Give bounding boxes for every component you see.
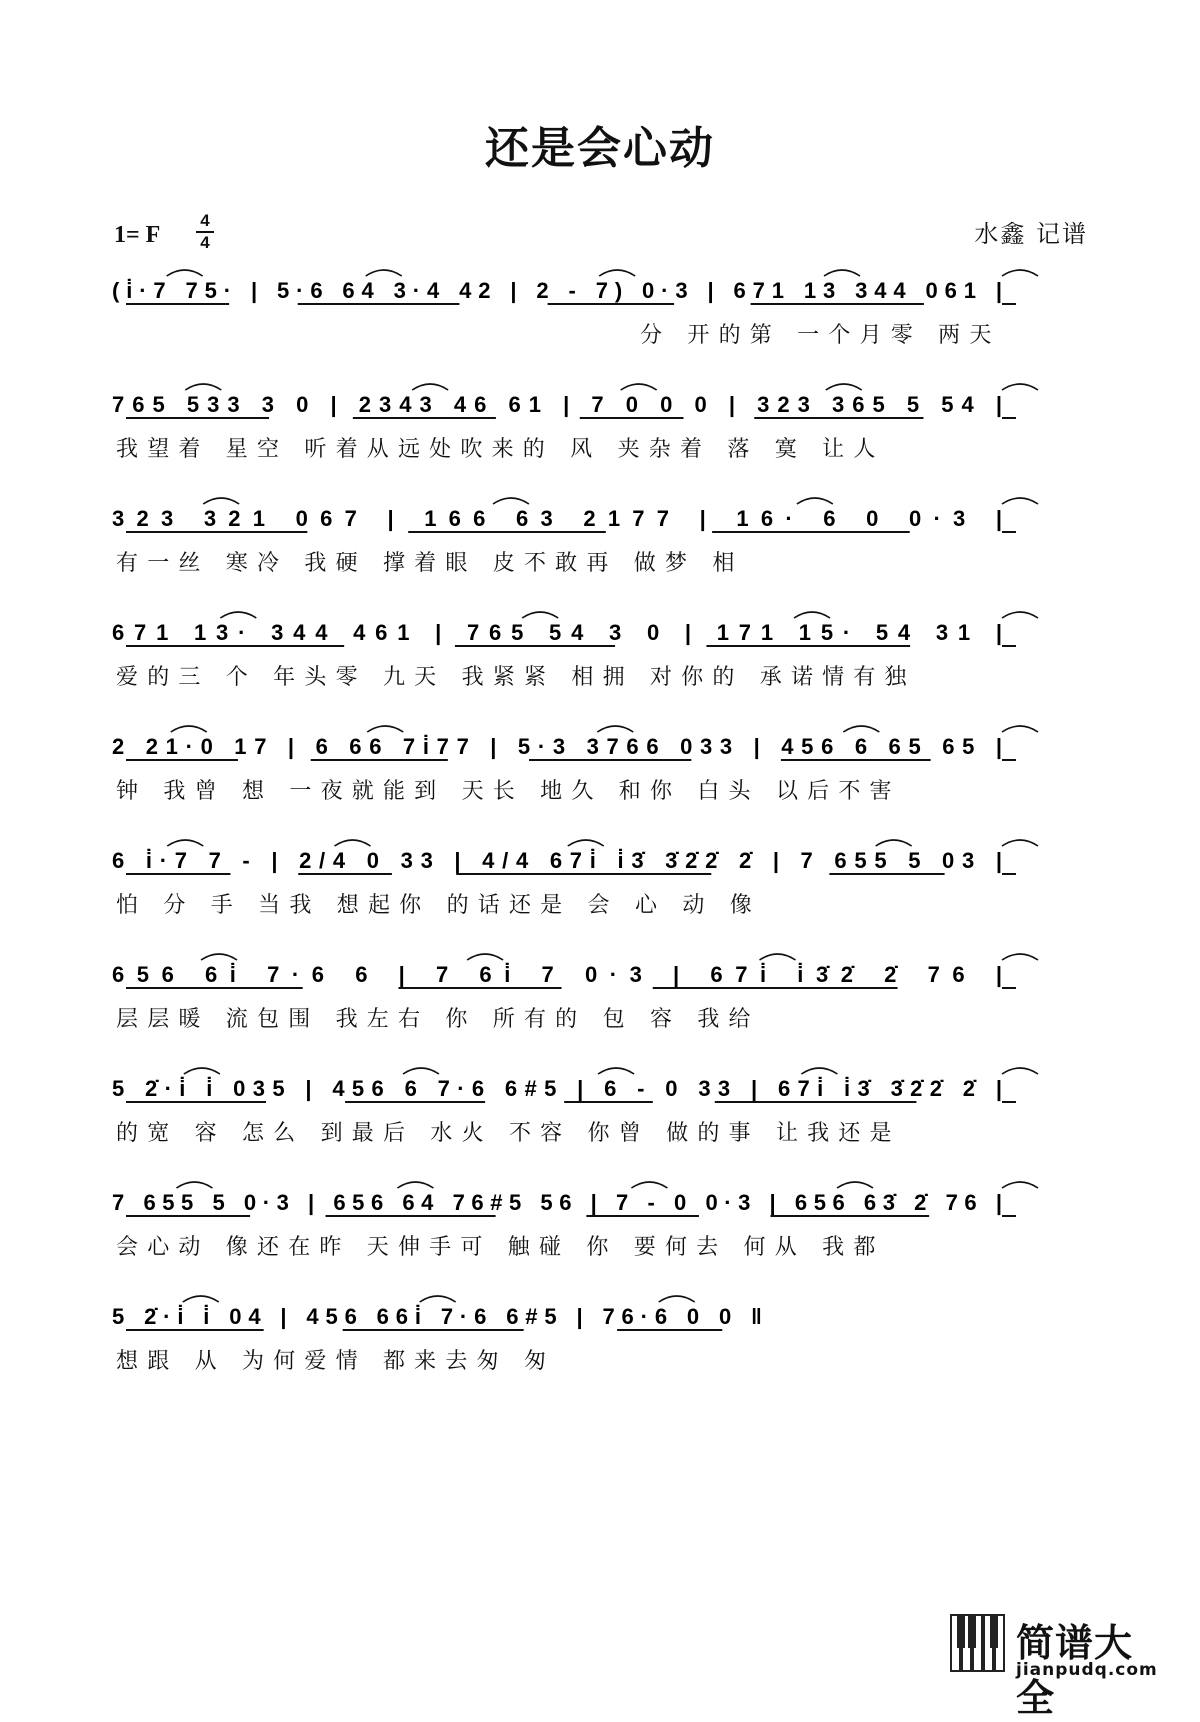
lyric-line: 爱的三 个 年头零 九天 我紧紧 相拥 对你的 承诺情有独	[116, 665, 916, 690]
slur-arc	[522, 612, 558, 618]
slur-arc	[597, 726, 633, 732]
lyric-line: 想跟 从 为何爱情 都来去匆 匆	[116, 1349, 556, 1374]
slur-arc	[843, 726, 879, 732]
slur-arc	[171, 726, 207, 732]
slur-arc	[167, 840, 203, 846]
lyric-line: 有一丝 寒冷 我硬 撑着眼 皮不敢再 做梦 相	[116, 551, 744, 576]
slur-arc	[220, 612, 256, 618]
lyric-line: 分 开的第 一个月零 两天	[640, 323, 1001, 348]
slur-arc	[397, 1182, 433, 1188]
notation-svg	[112, 722, 1088, 774]
slur-arc	[412, 384, 448, 390]
notation-svg	[112, 836, 1088, 888]
slur-arc	[801, 1068, 837, 1074]
notation-svg	[112, 380, 1088, 432]
slur-arc	[1002, 270, 1038, 276]
slur-arc	[167, 270, 203, 276]
notation-text: 765 533 3 0 | 2343 46 61 | 7 0 0 0 | 323 365 5 54 |	[112, 392, 1002, 417]
slur-arc	[598, 1068, 634, 1074]
transcriber-credit: 水鑫 记谱	[974, 220, 1088, 248]
notation-text: (i̇·7 75· | 5·6 64 3·4 42 | 2 - 7) 0·3 | 671 13 344 061 |	[112, 278, 1003, 303]
slur-arc	[621, 384, 657, 390]
notation-line	[112, 494, 1088, 542]
notation-svg	[112, 1292, 1088, 1344]
brand-name: 简谱大全	[1016, 1621, 1134, 1720]
key-signature: 1= F	[114, 222, 161, 248]
slur-arc	[797, 498, 833, 504]
slur-arc	[631, 1182, 667, 1188]
slur-arc	[1002, 726, 1038, 732]
time-signature-top: 4	[200, 211, 210, 230]
slur-arc	[403, 1068, 439, 1074]
time-signature	[196, 212, 214, 252]
notation-line	[112, 950, 1088, 998]
slur-arc	[467, 954, 503, 960]
slur-arc	[183, 1296, 219, 1302]
slur-arc	[599, 270, 635, 276]
site-watermark	[950, 1612, 1168, 1720]
slur-arc	[826, 384, 862, 390]
slur-arc	[185, 384, 221, 390]
slur-arc	[1002, 840, 1038, 846]
slur-arc	[201, 954, 237, 960]
slur-arc	[824, 270, 860, 276]
notation-text: 5 2̇·i̇ i̇ 035 | 456 6 7·6 6#5 | 6 - 0 33 | 67i̇ i̇3̇ 3̇2̇2̇ 2̇ |	[112, 1076, 1003, 1101]
lyric-line: 怕 分 手 当我 想起你 的话还是 会 心 动 像	[116, 893, 761, 918]
piano-logo-icon	[950, 1614, 1008, 1674]
slur-arc	[1002, 1182, 1038, 1188]
slur-arc	[366, 270, 402, 276]
notation-line	[112, 836, 1088, 884]
slur-arc	[1002, 1068, 1038, 1074]
slur-arc	[184, 1068, 220, 1074]
slur-arc	[203, 498, 239, 504]
notation-svg	[112, 1178, 1088, 1230]
slur-arc	[876, 840, 912, 846]
notation-line	[112, 1292, 1088, 1340]
slur-arc	[176, 1182, 212, 1188]
notation-text: 323 321 067 | 166 63 2177 | 16· 6 0 0·3 |	[112, 506, 1002, 531]
slur-arc	[1002, 612, 1038, 618]
lyric-line: 会心动 像还在昨 天伸手可 触碰 你 要何去 何从 我都	[116, 1235, 885, 1260]
notation-line	[112, 380, 1088, 428]
song-title: 还是会心动	[485, 123, 715, 174]
lyric-line: 的宽 容 怎么 到最后 水火 不容 你曾 做的事 让我还是	[116, 1121, 901, 1146]
notation-line	[112, 1064, 1088, 1112]
time-signature-bottom: 4	[200, 233, 210, 252]
notation-line	[112, 722, 1088, 770]
notation-line	[112, 266, 1088, 314]
slur-arc	[659, 1296, 695, 1302]
notation-text: 6 i̇·7 7 - | 2/4 0 33 | 4/4 67i̇ i̇3̇ 3̇2̇2̇ 2̇ | 7 655 5 03 |	[112, 848, 1002, 873]
slur-arc	[1002, 384, 1038, 390]
slur-arc	[1002, 498, 1038, 504]
slur-arc	[367, 726, 403, 732]
slur-arc	[420, 1296, 456, 1302]
notation-svg	[112, 608, 1088, 660]
slur-arc	[335, 840, 371, 846]
notation-svg	[112, 1064, 1088, 1116]
brand-site: jianpudq.com	[1016, 1660, 1158, 1680]
notation-text: 7 655 5 0·3 | 656 64 76#5 56 | 7 - 0 0·3 | 656 63̇ 2̇ 76 |	[112, 1190, 1003, 1215]
notation-svg	[112, 494, 1088, 546]
notation-svg	[112, 950, 1088, 1002]
slur-arc	[794, 612, 830, 618]
slur-arc	[493, 498, 529, 504]
slur-arc	[1002, 954, 1038, 960]
notation-text: 2 21·0 17 | 6 66 7i̇77 | 5·3 3766 033 | 456 6 65 65 |	[112, 734, 1002, 759]
notation-text: 5 2̇·i̇ i̇ 04 | 456 66i̇ 7·6 6#5 | 76·6 0 0 ‖	[112, 1304, 763, 1329]
lyric-line: 钟 我曾 想 一夜就能到 天长 地久 和你 白头 以后不害	[116, 779, 901, 804]
slur-arc	[568, 840, 604, 846]
slur-arc	[760, 954, 796, 960]
lyric-line: 我望着 星空 听着从远处吹来的 风 夹杂着 落 寞 让人	[116, 437, 885, 462]
lyric-line: 层层暖 流包围 我左右 你 所有的 包 容 我给	[116, 1007, 760, 1032]
notation-line	[112, 1178, 1088, 1226]
notation-svg	[112, 266, 1088, 318]
notation-text: 656 6i̇ 7·6 6 | 7 6i̇ 7 0·3 | 67i̇ i̇3̇2̇ 2̇ 76 |	[112, 962, 1003, 987]
slur-arc	[837, 1182, 873, 1188]
notation-line	[112, 608, 1088, 656]
notation-text: 671 13· 344 461 | 765 54 3 0 | 171 15· 54 31 |	[112, 620, 1002, 645]
